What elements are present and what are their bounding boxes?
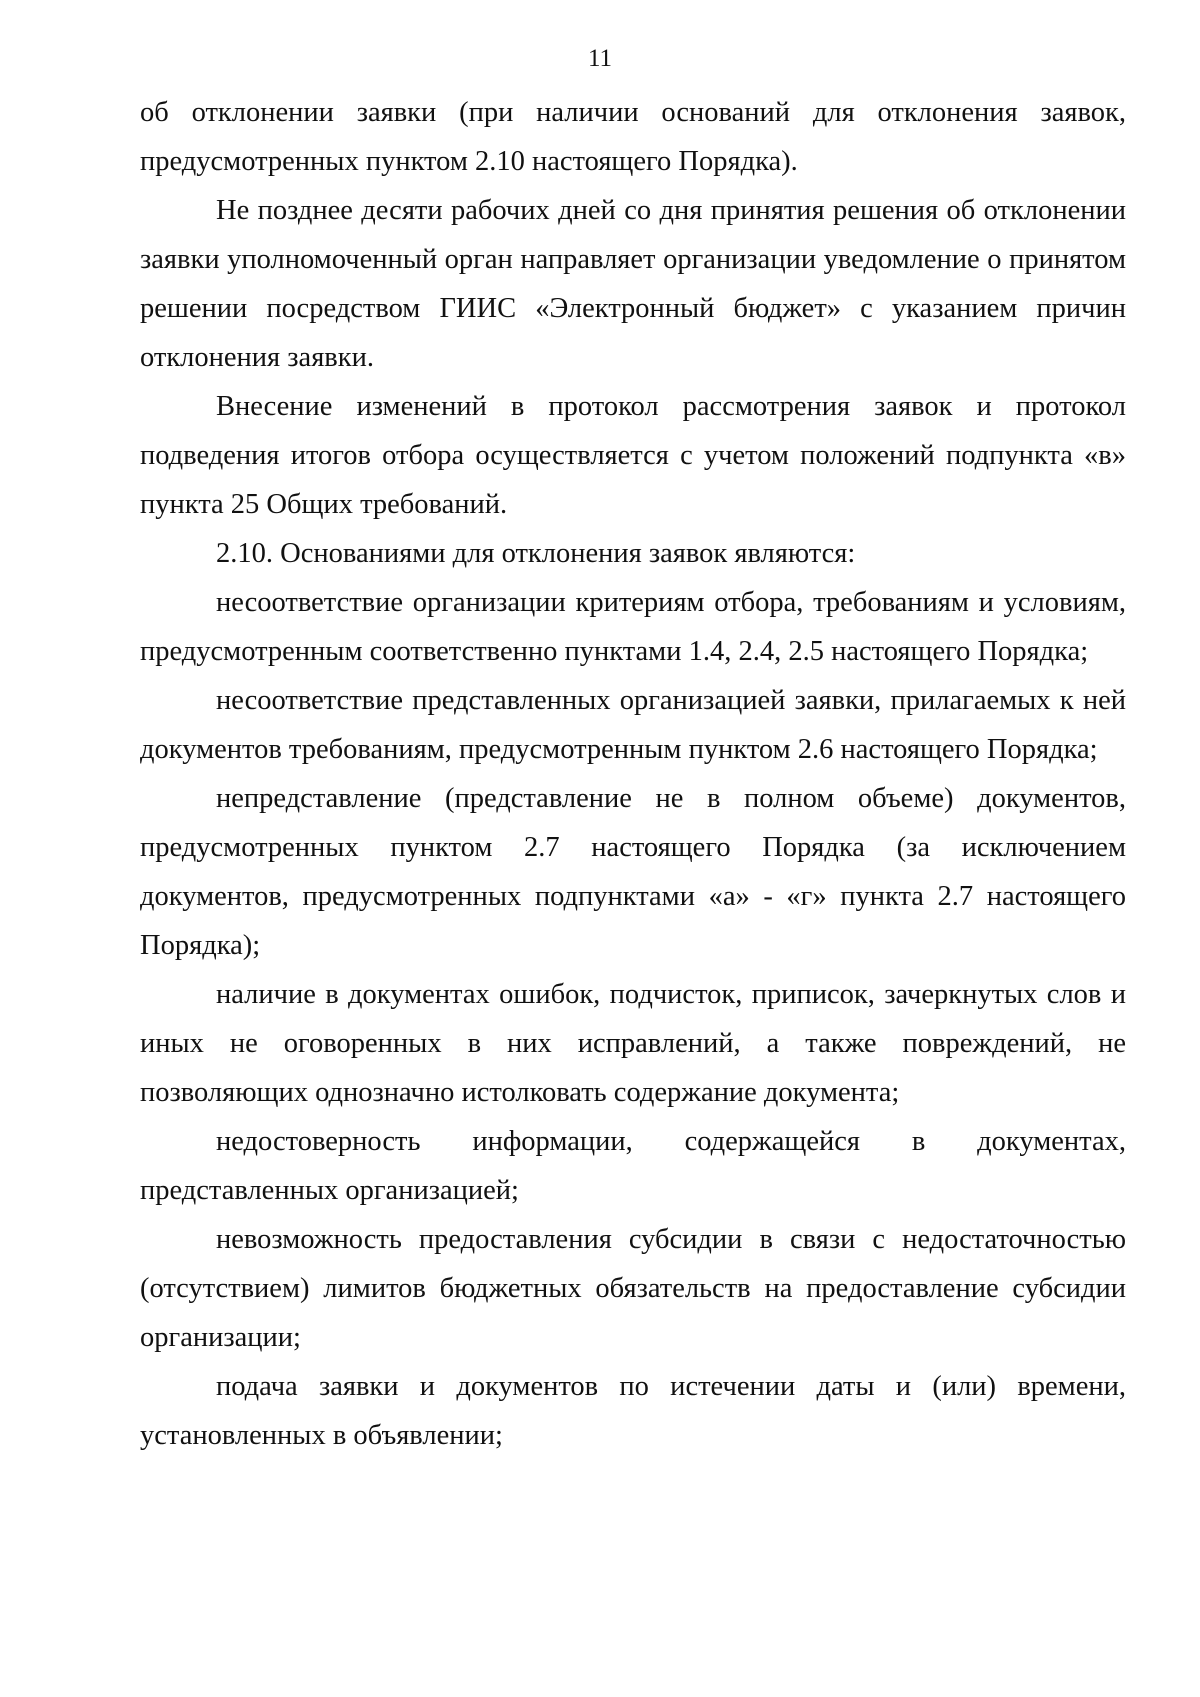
paragraph-reason-documents-missing: непредставление (представление не в полном объеме) документов, предусмотренных пунктом 2.7 настоящего Порядка (за исключением документов, предусмотренных подпунктами «а» - «г» пункта 2.7 настоящего Порядка);	[140, 783, 1126, 961]
paragraph-section-2-10-heading: 2.10. Основаниями для отклонения заявок являются:	[216, 538, 856, 569]
paragraph-reason-document-errors: наличие в документах ошибок, подчисток, приписок, зачеркнутых слов и иных не оговоренных в них исправлений, а также повреждений, не позволяющих однозначно истолковать содержание документа;	[140, 979, 1126, 1108]
paragraph-notification: Не позднее десяти рабочих дней со дня принятия решения об отклонении заявки уполномоченный орган направляет организации уведомление о принятом решении посредством ГИИС «Электронный бюджет» с указанием причин отклонения заявки.	[140, 195, 1126, 373]
paragraph-reason-late-submission: подача заявки и документов по истечении даты и (или) времени, установленных в объявлении;	[140, 1371, 1126, 1451]
paragraph-protocol-changes: Внесение изменений в протокол рассмотрения заявок и протокол подведения итогов отбора осуществляется с учетом положений подпункта «в» пункта 25 Общих требований.	[140, 391, 1126, 520]
paragraph-reason-criteria-mismatch: несоответствие организации критериям отбора, требованиям и условиям, предусмотренным соответственно пунктами 1.4, 2.4, 2.5 настоящего Порядка;	[140, 587, 1126, 667]
paragraph-reason-documents-mismatch: несоответствие представленных организацией заявки, прилагаемых к ней документов требованиям, предусмотренным пунктом 2.6 настоящего Порядка;	[140, 685, 1126, 765]
paragraph-reason-unreliable-info: недостоверность информации, содержащейся в документах, представленных организацией;	[140, 1126, 1126, 1206]
page-number: 11	[587, 45, 613, 72]
paragraph-reason-budget-limits: невозможность предоставления субсидии в связи с недостаточностью (отсутствием) лимитов бюджетных обязательств на предоставление субсидии организации;	[140, 1224, 1126, 1353]
document-body	[140, 88, 1126, 1460]
paragraph-continuation: об отклонении заявки (при наличии оснований для отклонения заявок, предусмотренных пунктом 2.10 настоящего Порядка).	[140, 97, 1126, 177]
